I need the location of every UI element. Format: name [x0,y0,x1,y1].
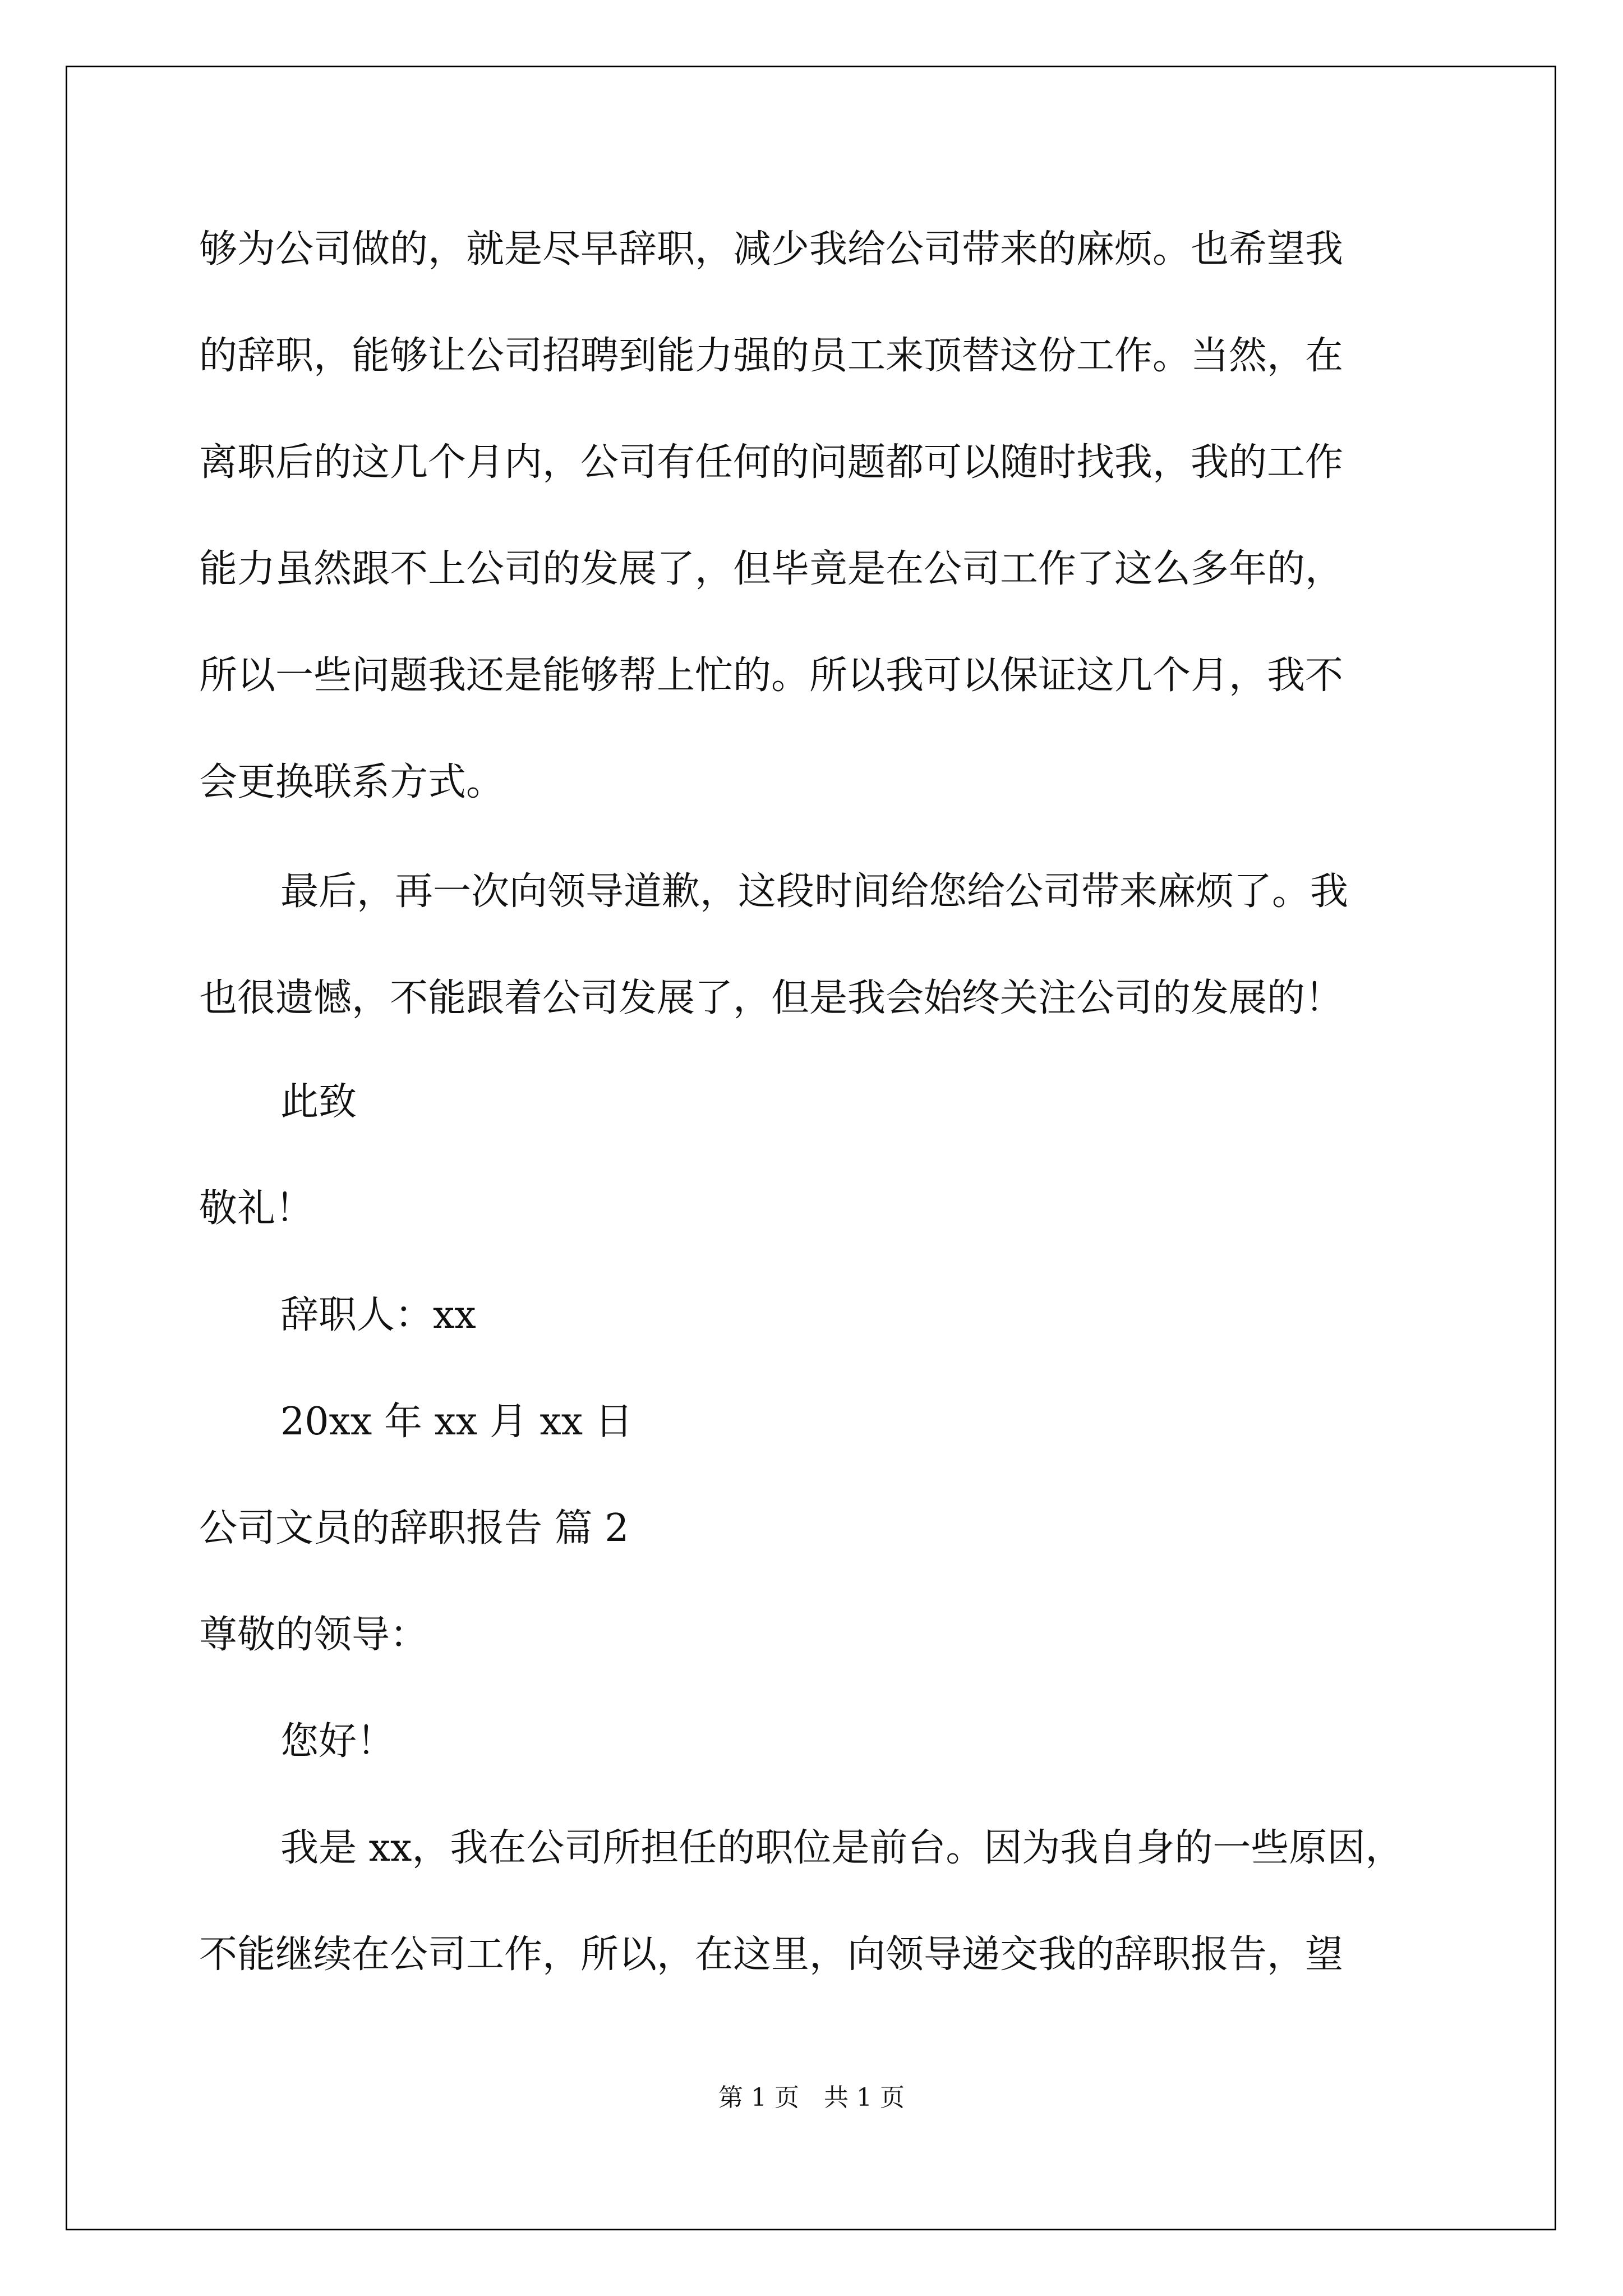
paragraph-line-6: 会更换联系方式。 [199,760,505,804]
paragraph-line-3: 离职后的这几个月内，公司有任何的问题都可以随时找我，我的工作 [199,440,1344,485]
paragraph-line-2: 的辞职，能够让公司招聘到能力强的员工来顶替这份工作。当然，在 [199,334,1344,378]
section-heading: 公司文员的辞职报告 篇 2 [199,1506,629,1550]
body-paragraph-line-2: 不能继续在公司工作，所以，在这里，向领导递交我的辞职报告，望 [199,1932,1344,1977]
greeting-hello: 您好！ [280,1719,395,1764]
closing-paragraph-line-2: 也很遗憾，不能跟着公司发展了，但是我会始终关注公司的发展的！ [199,976,1344,1020]
page-border [66,66,1556,2230]
paragraph-line-1: 够为公司做的，就是尽早辞职，减少我给公司带来的麻烦。也希望我 [199,227,1344,272]
paragraph-line-4: 能力虽然跟不上公司的发展了，但毕竟是在公司工作了这么多年的， [199,547,1344,591]
salutation-cizhi: 此致 [280,1080,357,1124]
paragraph-line-5: 所以一些问题我还是能够帮上忙的。所以我可以保证这几个月，我不 [199,654,1344,698]
page-footer: 第 1 页 共 1 页 [718,2083,905,2112]
greeting-recipient: 尊敬的领导： [199,1613,428,1657]
signature-name: 辞职人：xx [280,1293,476,1337]
closing-paragraph-line-1: 最后，再一次向领导道歉，这段时间给您给公司带来麻烦了。我 [280,869,1349,914]
signature-date: 20xx 年 xx 月 xx 日 [280,1400,633,1444]
salutation-jingli: 敬礼！ [199,1186,314,1231]
body-paragraph-line-1: 我是 xx，我在公司所担任的职位是前台。因为我自身的一些原因， [280,1826,1404,1870]
